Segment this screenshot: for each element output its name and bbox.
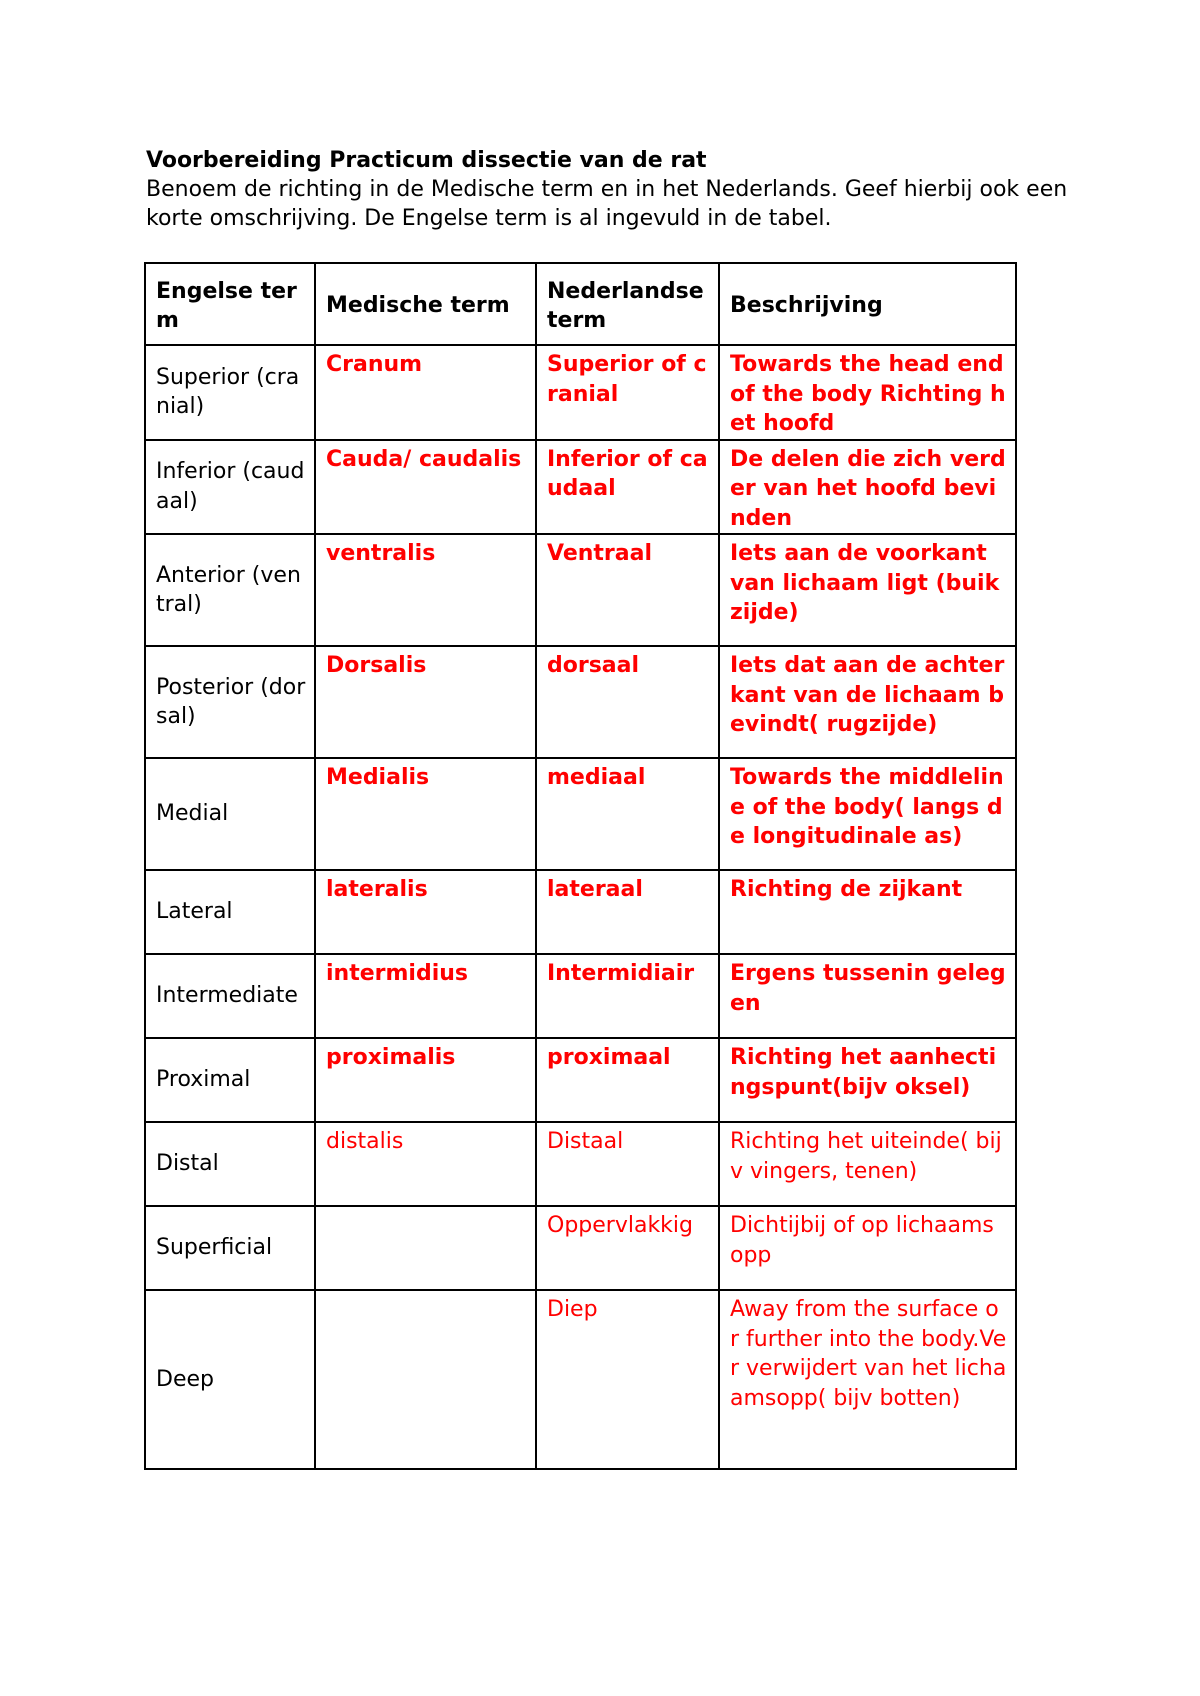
header-english-term: Engelse term xyxy=(145,263,315,345)
medical-term-cell: ventralis xyxy=(315,534,536,646)
description-cell: Ergens tussenin gelegen xyxy=(719,954,1016,1038)
medical-term-cell: intermidius xyxy=(315,954,536,1038)
direction-terms-table xyxy=(144,262,1017,1470)
dutch-term-cell: Oppervlakkig xyxy=(536,1206,719,1290)
table-row xyxy=(145,1122,1016,1206)
english-term-cell: Anterior (ventral) xyxy=(145,534,315,646)
english-term-cell: Intermediate xyxy=(145,954,315,1038)
medical-term-cell: distalis xyxy=(315,1122,536,1206)
table-row xyxy=(145,870,1016,954)
table-row xyxy=(145,758,1016,870)
table-row xyxy=(145,1206,1016,1290)
description-cell: Richting het uiteinde( bijv vingers, tenen) xyxy=(719,1122,1016,1206)
description-cell: Dichtijbij of op lichaamsopp xyxy=(719,1206,1016,1290)
table-header-row xyxy=(145,263,1016,345)
medical-term-cell xyxy=(315,1290,536,1469)
english-term-cell: Superior (cranial) xyxy=(145,345,315,440)
english-term-cell: Medial xyxy=(145,758,315,870)
description-cell: Towards the middleline of the body( langs de longitudinale as) xyxy=(719,758,1016,870)
english-term-cell: Lateral xyxy=(145,870,315,954)
table-row xyxy=(145,345,1016,440)
description-cell: Iets aan de voorkant van lichaam ligt (buikzijde) xyxy=(719,534,1016,646)
english-term-cell: Deep xyxy=(145,1290,315,1469)
dutch-term-cell: Intermidiair xyxy=(536,954,719,1038)
dutch-term-cell: Inferior of caudaal xyxy=(536,440,719,535)
table-row xyxy=(145,1290,1016,1469)
english-term-cell: Inferior (caudaal) xyxy=(145,440,315,535)
english-term-cell: Distal xyxy=(145,1122,315,1206)
medical-term-cell: lateralis xyxy=(315,870,536,954)
dutch-term-cell: Superior of cranial xyxy=(536,345,719,440)
medical-term-cell: Cranum xyxy=(315,345,536,440)
dutch-term-cell: mediaal xyxy=(536,758,719,870)
header-description: Beschrijving xyxy=(719,263,1016,345)
description-cell: Away from the surface or further into the body.Ver verwijdert van het lichaamsopp( bijv botten) xyxy=(719,1290,1016,1469)
description-cell: Iets dat aan de achterkant van de lichaam bevindt( rugzijde) xyxy=(719,646,1016,758)
dutch-term-cell: Distaal xyxy=(536,1122,719,1206)
table-row xyxy=(145,440,1016,535)
english-term-cell: Superficial xyxy=(145,1206,315,1290)
description-cell: Towards the head end of the body Richting het hoofd xyxy=(719,345,1016,440)
header-medical-term: Medische term xyxy=(315,263,536,345)
medical-term-cell: Dorsalis xyxy=(315,646,536,758)
document-intro: Benoem de richting in de Medische term en in het Nederlands. Geef hierbij ook een korte omschrijving. De Engelse term is al ingevuld in de tabel. xyxy=(146,177,1068,231)
description-cell: Richting de zijkant xyxy=(719,870,1016,954)
dutch-term-cell: Ventraal xyxy=(536,534,719,646)
medical-term-cell: proximalis xyxy=(315,1038,536,1122)
table-row xyxy=(145,534,1016,646)
dutch-term-cell: dorsaal xyxy=(536,646,719,758)
medical-term-cell: Medialis xyxy=(315,758,536,870)
description-cell: Richting het aanhectingspunt(bijv oksel) xyxy=(719,1038,1016,1122)
medical-term-cell xyxy=(315,1206,536,1290)
description-cell: De delen die zich verder van het hoofd bevinden xyxy=(719,440,1016,535)
english-term-cell: Posterior (dorsal) xyxy=(145,646,315,758)
header-dutch-term: Nederlandse term xyxy=(536,263,719,345)
dutch-term-cell: proximaal xyxy=(536,1038,719,1122)
dutch-term-cell: Diep xyxy=(536,1290,719,1469)
document-title: Voorbereiding Practicum dissectie van de rat xyxy=(146,148,707,173)
english-term-cell: Proximal xyxy=(145,1038,315,1122)
table-row xyxy=(145,646,1016,758)
medical-term-cell: Cauda/ caudalis xyxy=(315,440,536,535)
table-row xyxy=(145,1038,1016,1122)
dutch-term-cell: lateraal xyxy=(536,870,719,954)
table-row xyxy=(145,954,1016,1038)
